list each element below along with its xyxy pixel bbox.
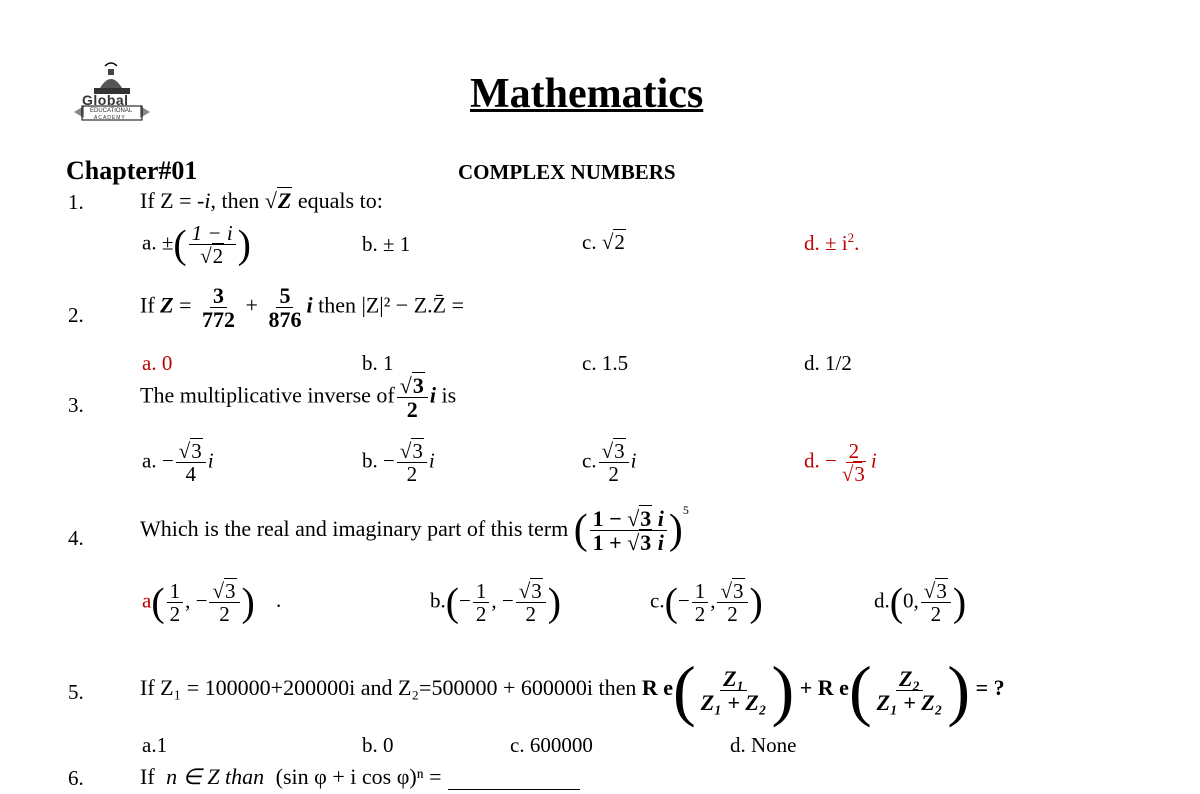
option-d[interactable]: d. 1/2 xyxy=(804,351,852,375)
option-c[interactable]: c. 600000 xyxy=(510,733,593,757)
option-c[interactable]: c. √2 xyxy=(582,230,625,254)
question-stem: If Z = $\frac{3}{772}$ + $\frac{5}{876}$ i then |Z|² − Z.Z̄ = xyxy=(140,283,464,333)
option-a[interactable]: a. − $\frac{√3}{4}$ i xyxy=(142,439,214,487)
option-a[interactable]: a.1 xyxy=(142,733,168,757)
question-stem: If n ∈ Z than (sin φ + i cos φ)ⁿ = xyxy=(140,764,580,790)
question-stem: The multiplicative inverse of $\frac{√3}{2}$ i is xyxy=(140,373,457,423)
option-a[interactable]: a. ±( $\frac{1 - i}{√2}$ ) xyxy=(142,221,251,269)
option-c[interactable]: c. $\frac{√3}{2}$ i xyxy=(582,439,637,487)
option-d[interactable]: d. − $\frac{2}{√3}$ i xyxy=(804,439,877,487)
logo-subtext-2: ACADEMY xyxy=(94,115,126,121)
option-b[interactable]: b. 0 xyxy=(362,733,394,757)
question-number: 3. xyxy=(68,393,84,417)
option-a[interactable]: a( $\frac{1}{2}$ , − $\frac{√3}{2}$ ) . xyxy=(142,579,282,627)
question-number: 6. xyxy=(68,766,84,790)
option-a[interactable]: a. 0 xyxy=(142,351,173,375)
option-d[interactable]: d. None xyxy=(730,733,797,757)
option-b[interactable]: b. ± 1 xyxy=(362,232,411,256)
question-stem: If Z₁ = 100000+200000i and Z₂=500000 + 600000i then R e( $\frac{\text{Z₁}}{\text{Z₁ + Z₂}}$ ) + R e( $\frac{\text{Z₂}}{\text{Z₁ + Z₂}}$ ) = ? xyxy=(140,652,1005,728)
question-stem: Which is the real and imaginary part of this term ( $\frac{1 - √3 i}{1 + √3 i}$ )$^5$ xyxy=(140,503,689,556)
page-title: Mathematics xyxy=(470,71,704,117)
answer-blank[interactable] xyxy=(448,789,580,790)
question-number: 1. xyxy=(68,190,84,214)
option-d[interactable]: d. ± $i^2$. xyxy=(804,230,860,255)
subject-heading: COMPLEX NUMBERS xyxy=(458,160,676,184)
option-d[interactable]: d.(0, $\frac{√3}{2}$ ) xyxy=(874,579,967,627)
option-b[interactable]: b.(− $\frac{1}{2}$ , − $\frac{√3}{2}$ ) xyxy=(430,579,562,627)
question-number: 5. xyxy=(68,680,84,704)
chapter-heading: Chapter#01 xyxy=(66,156,198,185)
option-c[interactable]: c.(− $\frac{1}{2}$ , $\frac{√3}{2}$ ) xyxy=(650,579,763,627)
logo-subtext-1: EDUCATIONAL xyxy=(90,108,133,114)
question-number: 4. xyxy=(68,526,84,550)
option-b[interactable]: b. − $\frac{√3}{2}$ i xyxy=(362,439,435,487)
question-number: 2. xyxy=(68,303,84,327)
logo-text: Global xyxy=(82,92,129,108)
option-b[interactable]: b. 1 xyxy=(362,351,394,375)
academy-logo xyxy=(72,60,152,130)
question-stem: If Z = -i, then √Z equals to: xyxy=(140,188,383,213)
option-c[interactable]: c. 1.5 xyxy=(582,351,629,375)
